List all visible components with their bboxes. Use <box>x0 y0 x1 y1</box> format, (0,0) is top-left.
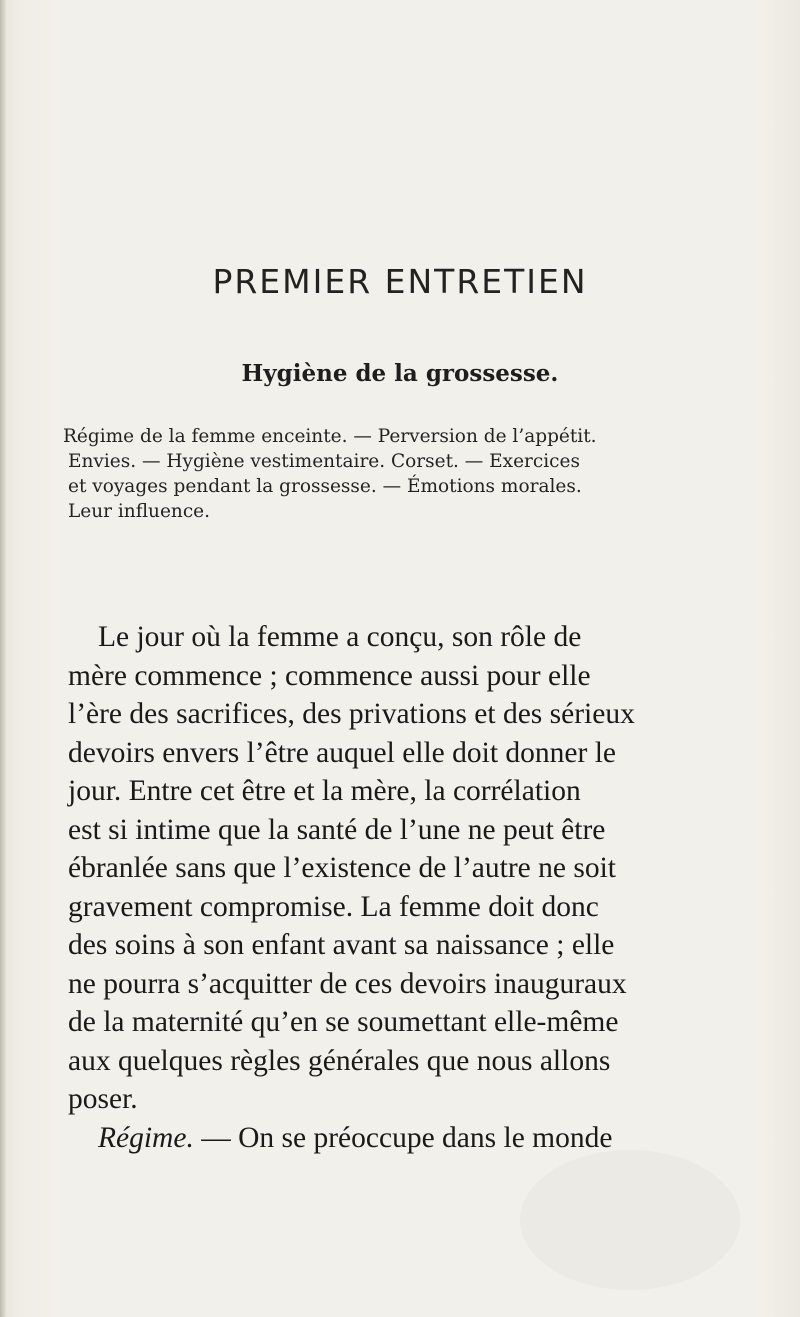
summary-line: Leur influence. <box>68 501 211 522</box>
body-line: mère commence ; commence aussi pour elle <box>68 659 591 692</box>
summary-line: Régime de la femme enceinte. — Perversion de l’appétit. <box>63 426 597 447</box>
body-line: ébranlée sans que l’existence de l’autre ne soit <box>68 852 616 884</box>
body-line: poser. <box>68 1083 138 1115</box>
body-line-last <box>68 1119 748 1158</box>
body-line-rest: — On se préoccupe dans le monde <box>193 1121 613 1154</box>
page-binding-edge <box>0 0 6 1317</box>
body-line: l’ère des sacrifices, des privations et des sérieux <box>68 698 635 730</box>
body-line: Le jour où la femme a conçu, son rôle de <box>98 621 582 653</box>
body-line: de la maternité qu’en se soumettant elle-même <box>68 1006 619 1038</box>
body-line: aux quelques règles générales que nous allons <box>68 1044 611 1077</box>
body-line: gravement compromise. La femme doit donc <box>68 890 599 923</box>
body-line: ne pourra s’acquitter de ces devoirs inauguraux <box>68 967 627 1000</box>
chapter-summary <box>63 424 748 524</box>
chapter-title: PREMIER ENTRETIEN <box>212 262 588 301</box>
body-paragraph <box>68 618 748 1157</box>
body-line: des soins à son enfant avant sa naissance ; elle <box>68 929 615 961</box>
body-line: jour. Entre cet être et la mère, la corrélation <box>68 775 581 807</box>
body-line: est si intime que la santé de l’une ne peut être <box>68 813 606 846</box>
paper-stain <box>520 1150 740 1290</box>
body-line: devoirs envers l’être auquel elle doit donner le <box>68 736 616 769</box>
summary-line: et voyages pendant la grossesse. — Émotions morales. <box>68 476 582 497</box>
section-title: Hygiène de la grossesse. <box>241 360 559 387</box>
summary-line: Envies. — Hygiène vestimentaire. Corset. — Exercices <box>68 451 580 472</box>
section-heading-italic: Régime. <box>98 1121 194 1154</box>
